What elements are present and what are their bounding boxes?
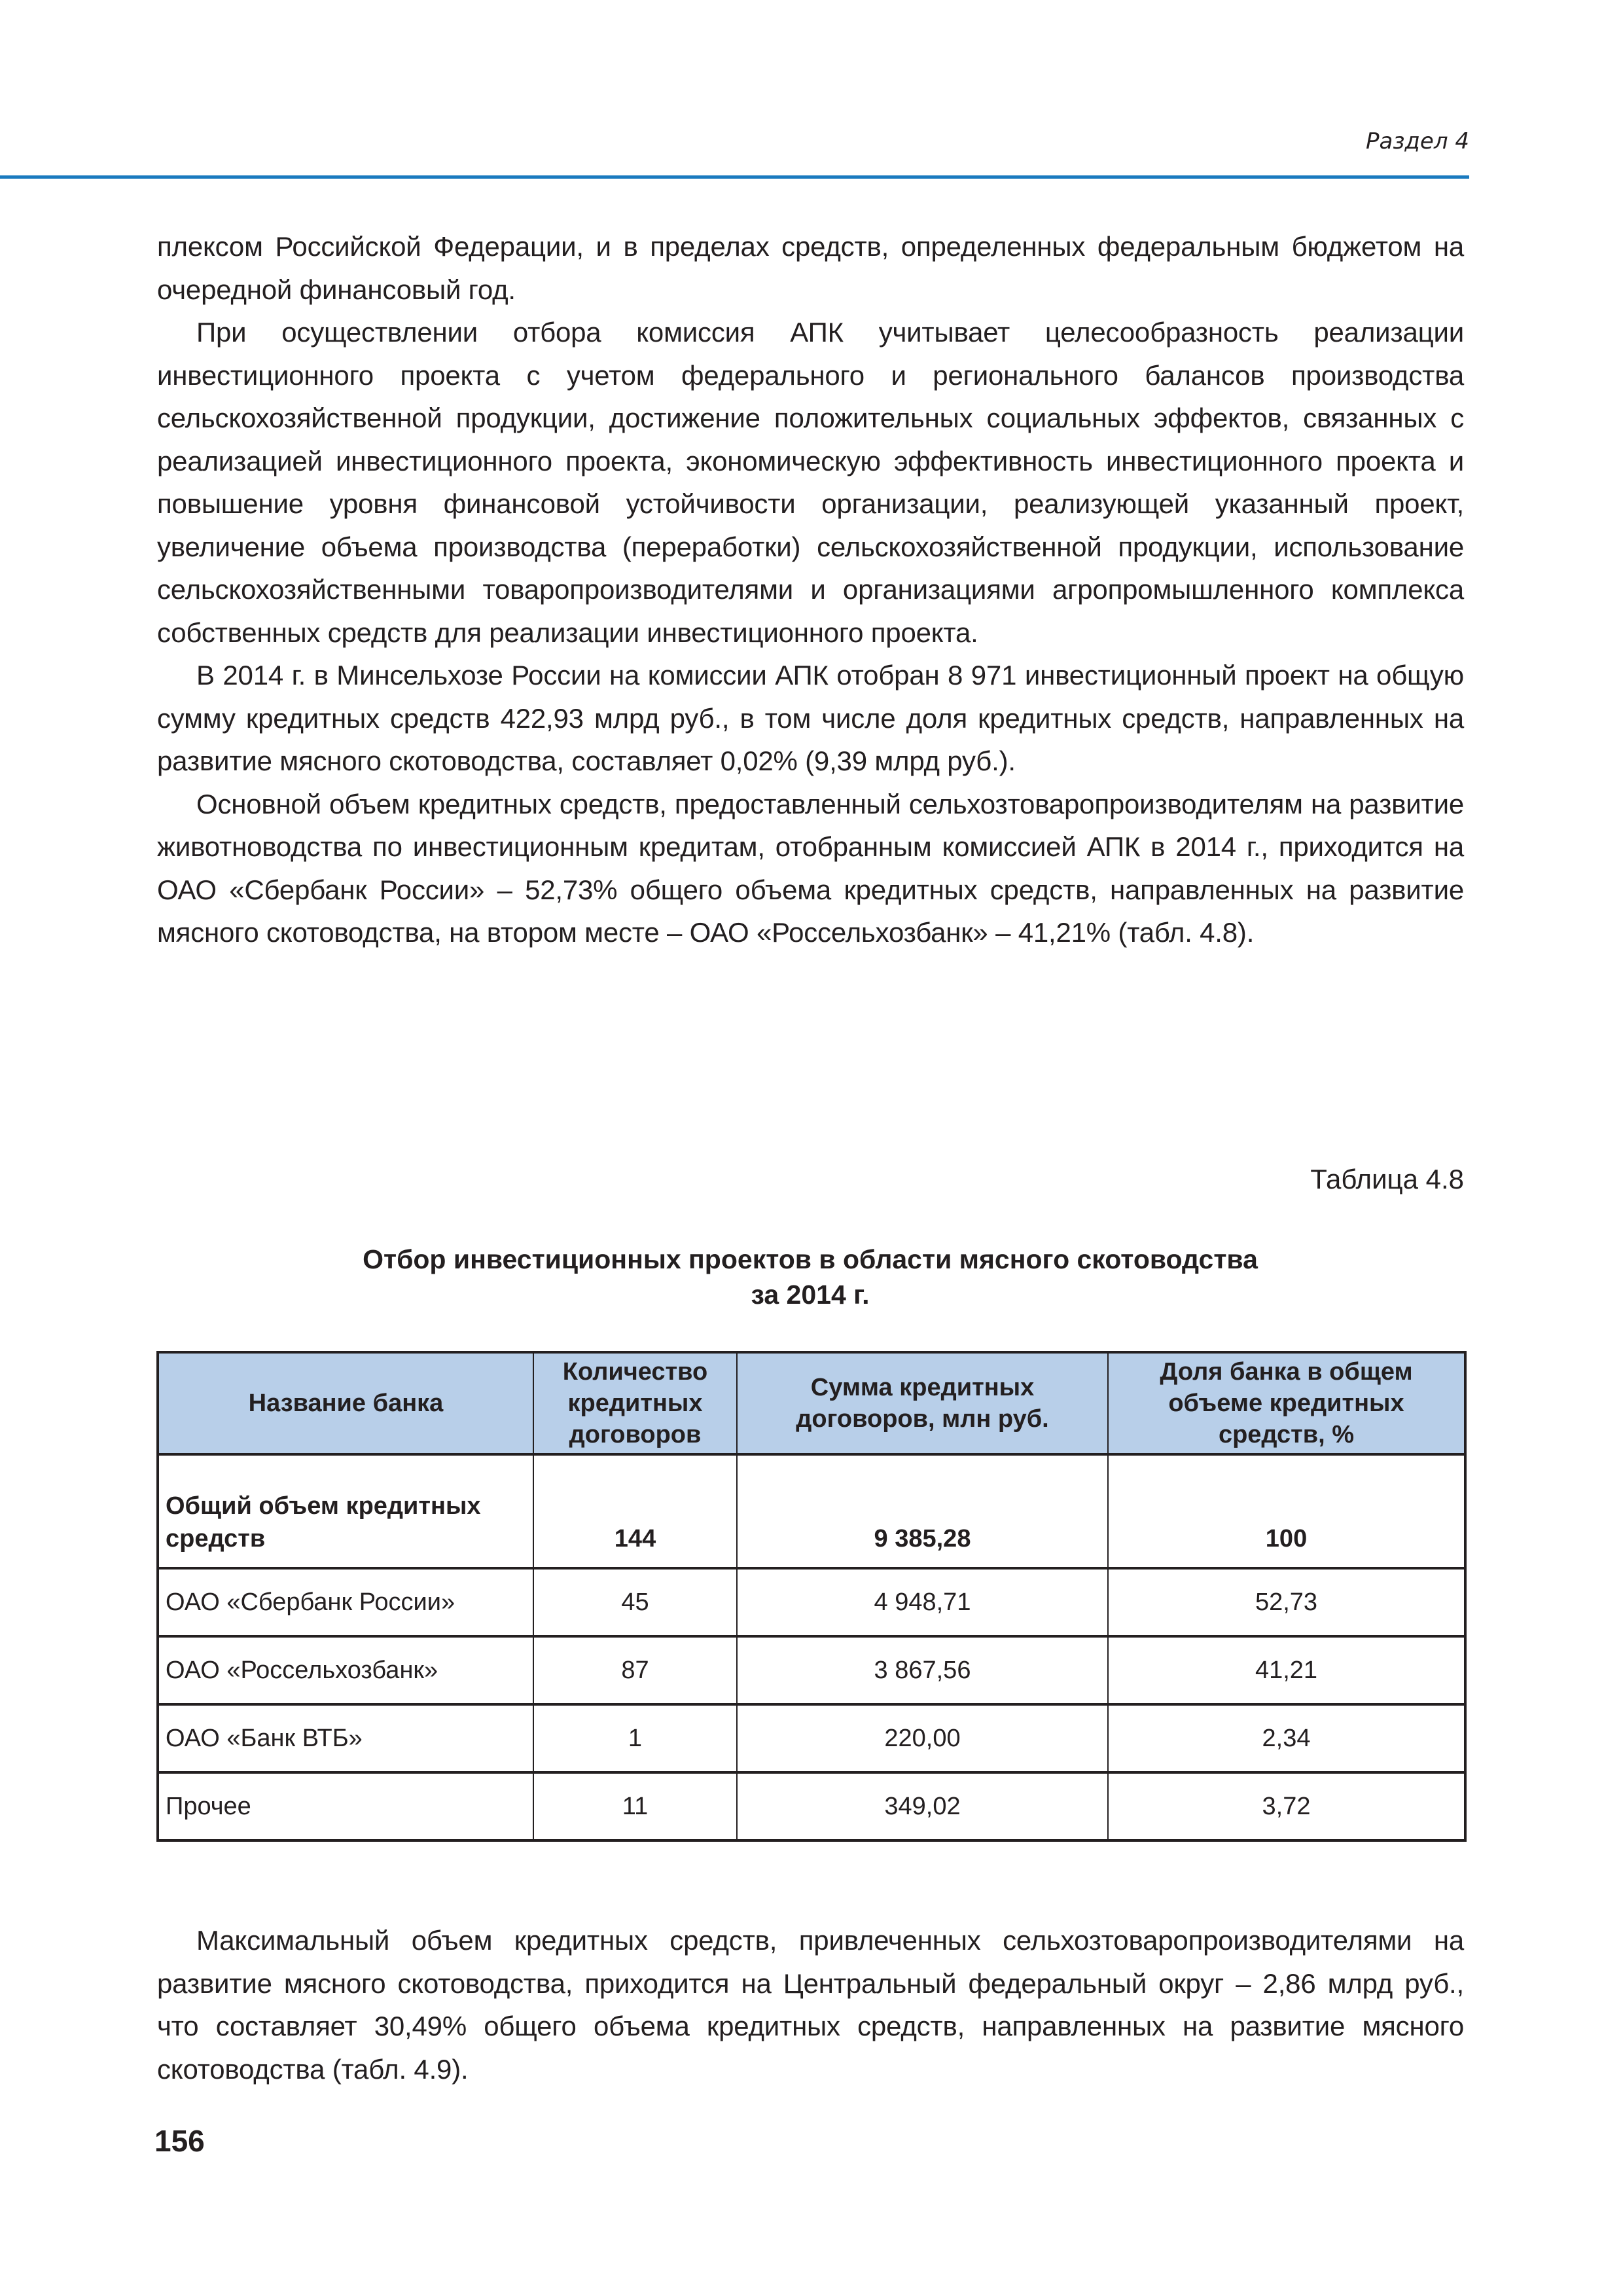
- page-number: 156: [154, 2124, 205, 2158]
- cell-share: 52,73: [1108, 1568, 1465, 1636]
- cell-name: Общий объем кредитных средств: [158, 1454, 533, 1568]
- table-row: [158, 1704, 1465, 1772]
- cell-count: 87: [533, 1636, 737, 1704]
- table-title-line: за 2014 г.: [751, 1280, 870, 1310]
- table-title-line: Отбор инвестиционных проектов в области мясного скотоводства: [363, 1244, 1258, 1274]
- bank-loans-table: [156, 1351, 1467, 1842]
- cell-count: 45: [533, 1568, 737, 1636]
- cell-share: 100: [1108, 1454, 1465, 1568]
- cell-name: ОАО «Россельхозбанк»: [158, 1636, 533, 1704]
- paragraph: При осуществлении отбора комиссия АПК учитывает целесообразность реализации инвестиционного проекта с учетом федерального и регионального балансов производства сельскохозяйственной продукции, достижение положительных социальных эффектов, связанных с реализацией инвестиционного проекта, экономическую эффективность инвестиционного проекта и повышение уровня финансовой устойчивости организации, реализующей указанный проект, увеличение объема производства (переработки) сельскохозяйственной продукции, использование сельскохозяйственными товаропроизводителями и организациями агропромышленного комплекса собственных средств для реализации инвестиционного проекта.: [157, 317, 1464, 648]
- table-row: [158, 1568, 1465, 1636]
- cell-name: ОАО «Банк ВТБ»: [158, 1704, 533, 1772]
- cell-sum: 4 948,71: [737, 1568, 1108, 1636]
- cell-sum: 9 385,28: [737, 1454, 1108, 1568]
- paragraph: В 2014 г. в Минсельхозе России на комиссии АПК отобран 8 971 инвестиционный проект на общую сумму кредитных средств 422,93 млрд руб., в том числе доля кредитных средств, направленных на развитие мясного скотоводства, составляет 0,02% (9,39 млрд руб.).: [157, 660, 1464, 776]
- cell-count: 144: [533, 1454, 737, 1568]
- cell-sum: 3 867,56: [737, 1636, 1108, 1704]
- cell-sum: 349,02: [737, 1772, 1108, 1840]
- column-header-contract-count: Количество кредитных договоров: [533, 1352, 737, 1454]
- cell-count: 1: [533, 1704, 737, 1772]
- paragraph: Основной объем кредитных средств, предоставленный сельхозтоваропроизводителям на развитие животноводства по инвестиционным кредитам, отобранным комиссией АПК в 2014 г., приходится на ОАО «Сбербанк России» – 52,73% общего объема кредитных средств, направленных на развитие мясного скотоводства, на втором месте – ОАО «Россельхозбанк» – 41,21% (табл. 4.8).: [157, 788, 1464, 948]
- body-text-bottom: [157, 1919, 1464, 2090]
- header-rule: [0, 175, 1469, 179]
- table-row-total: [158, 1454, 1465, 1568]
- table-label: Таблица 4.8: [1310, 1164, 1464, 1194]
- running-head-section: Раздел 4: [1365, 128, 1469, 154]
- paragraph: Максимальный объем кредитных средств, привлеченных сельхозтоваропроизводителями на развитие мясного скотоводства, приходится на Центральный федеральный округ – 2,86 млрд руб., что составляет 30,49% общего объема кредитных средств, направленных на развитие мясного скотоводства (табл. 4.9).: [157, 1925, 1464, 2085]
- cell-share: 41,21: [1108, 1636, 1465, 1704]
- table-header-row: [158, 1352, 1465, 1454]
- cell-share: 3,72: [1108, 1772, 1465, 1840]
- table-row: [158, 1772, 1465, 1840]
- body-text-top: [157, 225, 1464, 954]
- cell-name: Прочее: [158, 1772, 533, 1840]
- cell-count: 11: [533, 1772, 737, 1840]
- table-row: [158, 1636, 1465, 1704]
- cell-share: 2,34: [1108, 1704, 1465, 1772]
- column-header-contract-sum: Сумма кредитных договоров, млн руб.: [737, 1352, 1108, 1454]
- column-header-bank-share: Доля банка в общем объеме кредитных средств, %: [1108, 1352, 1465, 1454]
- cell-sum: 220,00: [737, 1704, 1108, 1772]
- column-header-bank-name: Название банка: [158, 1352, 533, 1454]
- cell-name: ОАО «Сбербанк России»: [158, 1568, 533, 1636]
- paragraph: плексом Российской Федерации, и в пределах средств, определенных федеральным бюджетом на очередной финансовый год.: [157, 231, 1464, 305]
- table-title: [156, 1242, 1464, 1312]
